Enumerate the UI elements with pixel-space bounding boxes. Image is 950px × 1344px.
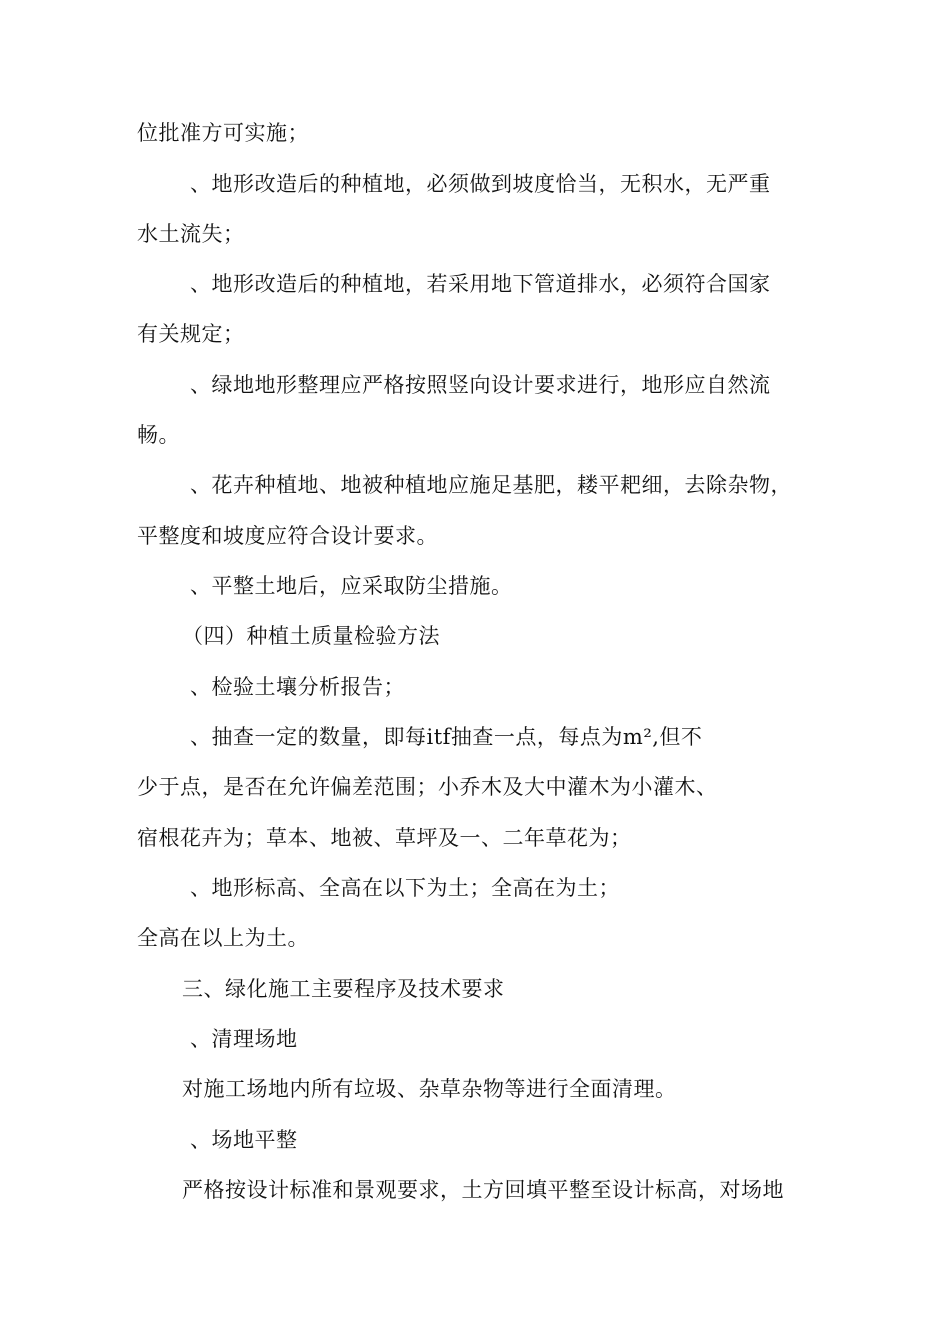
text-line: 少于点，是否在允许偏差范围；小乔木及大中灌木为小灌木、: [137, 775, 718, 799]
text-line: 、地形改造后的种植地，若采用地下管道排水，必须符合国家: [190, 272, 771, 296]
subsection-heading: 、清理场地: [190, 1027, 298, 1051]
text-line: 、抽查一定的数量，即每itf抽查一点，每点为m²,但不: [190, 725, 703, 749]
text-line: 位批准方可实施；: [137, 121, 309, 145]
text-line: 、花卉种植地、地被种植地应施足基肥，耧平耙细，去除杂物，: [190, 473, 792, 497]
text-line: 、地形改造后的种植地，必须做到坡度恰当，无积水，无严重: [190, 172, 771, 196]
text-line: 、检验土壤分析报告；: [190, 675, 405, 699]
text-line: 对施工场地内所有垃圾、杂草杂物等进行全面清理。: [182, 1077, 677, 1101]
text-line: 严格按设计标准和景观要求，土方回填平整至设计标高，对场地: [182, 1178, 784, 1202]
section-heading: 三、绿化施工主要程序及技术要求: [182, 977, 505, 1001]
text-line: 畅。: [137, 423, 180, 447]
text-line: 有关规定；: [137, 322, 245, 346]
text-line: 、绿地地形整理应严格按照竖向设计要求进行，地形应自然流: [190, 373, 771, 397]
subsection-heading: 、场地平整: [190, 1128, 298, 1152]
text-line: 全高在以上为土。: [137, 926, 309, 950]
section-heading: （四）种植土质量检验方法: [182, 624, 440, 648]
text-line: 平整度和坡度应符合设计要求。: [137, 524, 438, 548]
text-line: 水土流失；: [137, 222, 245, 246]
text-line: 、地形标高、全高在以下为土；全高在为土；: [190, 876, 620, 900]
text-line: 宿根花卉为；草本、地被、草坪及一、二年草花为；: [137, 826, 632, 850]
text-line: 、平整土地后，应采取防尘措施。: [190, 574, 513, 598]
